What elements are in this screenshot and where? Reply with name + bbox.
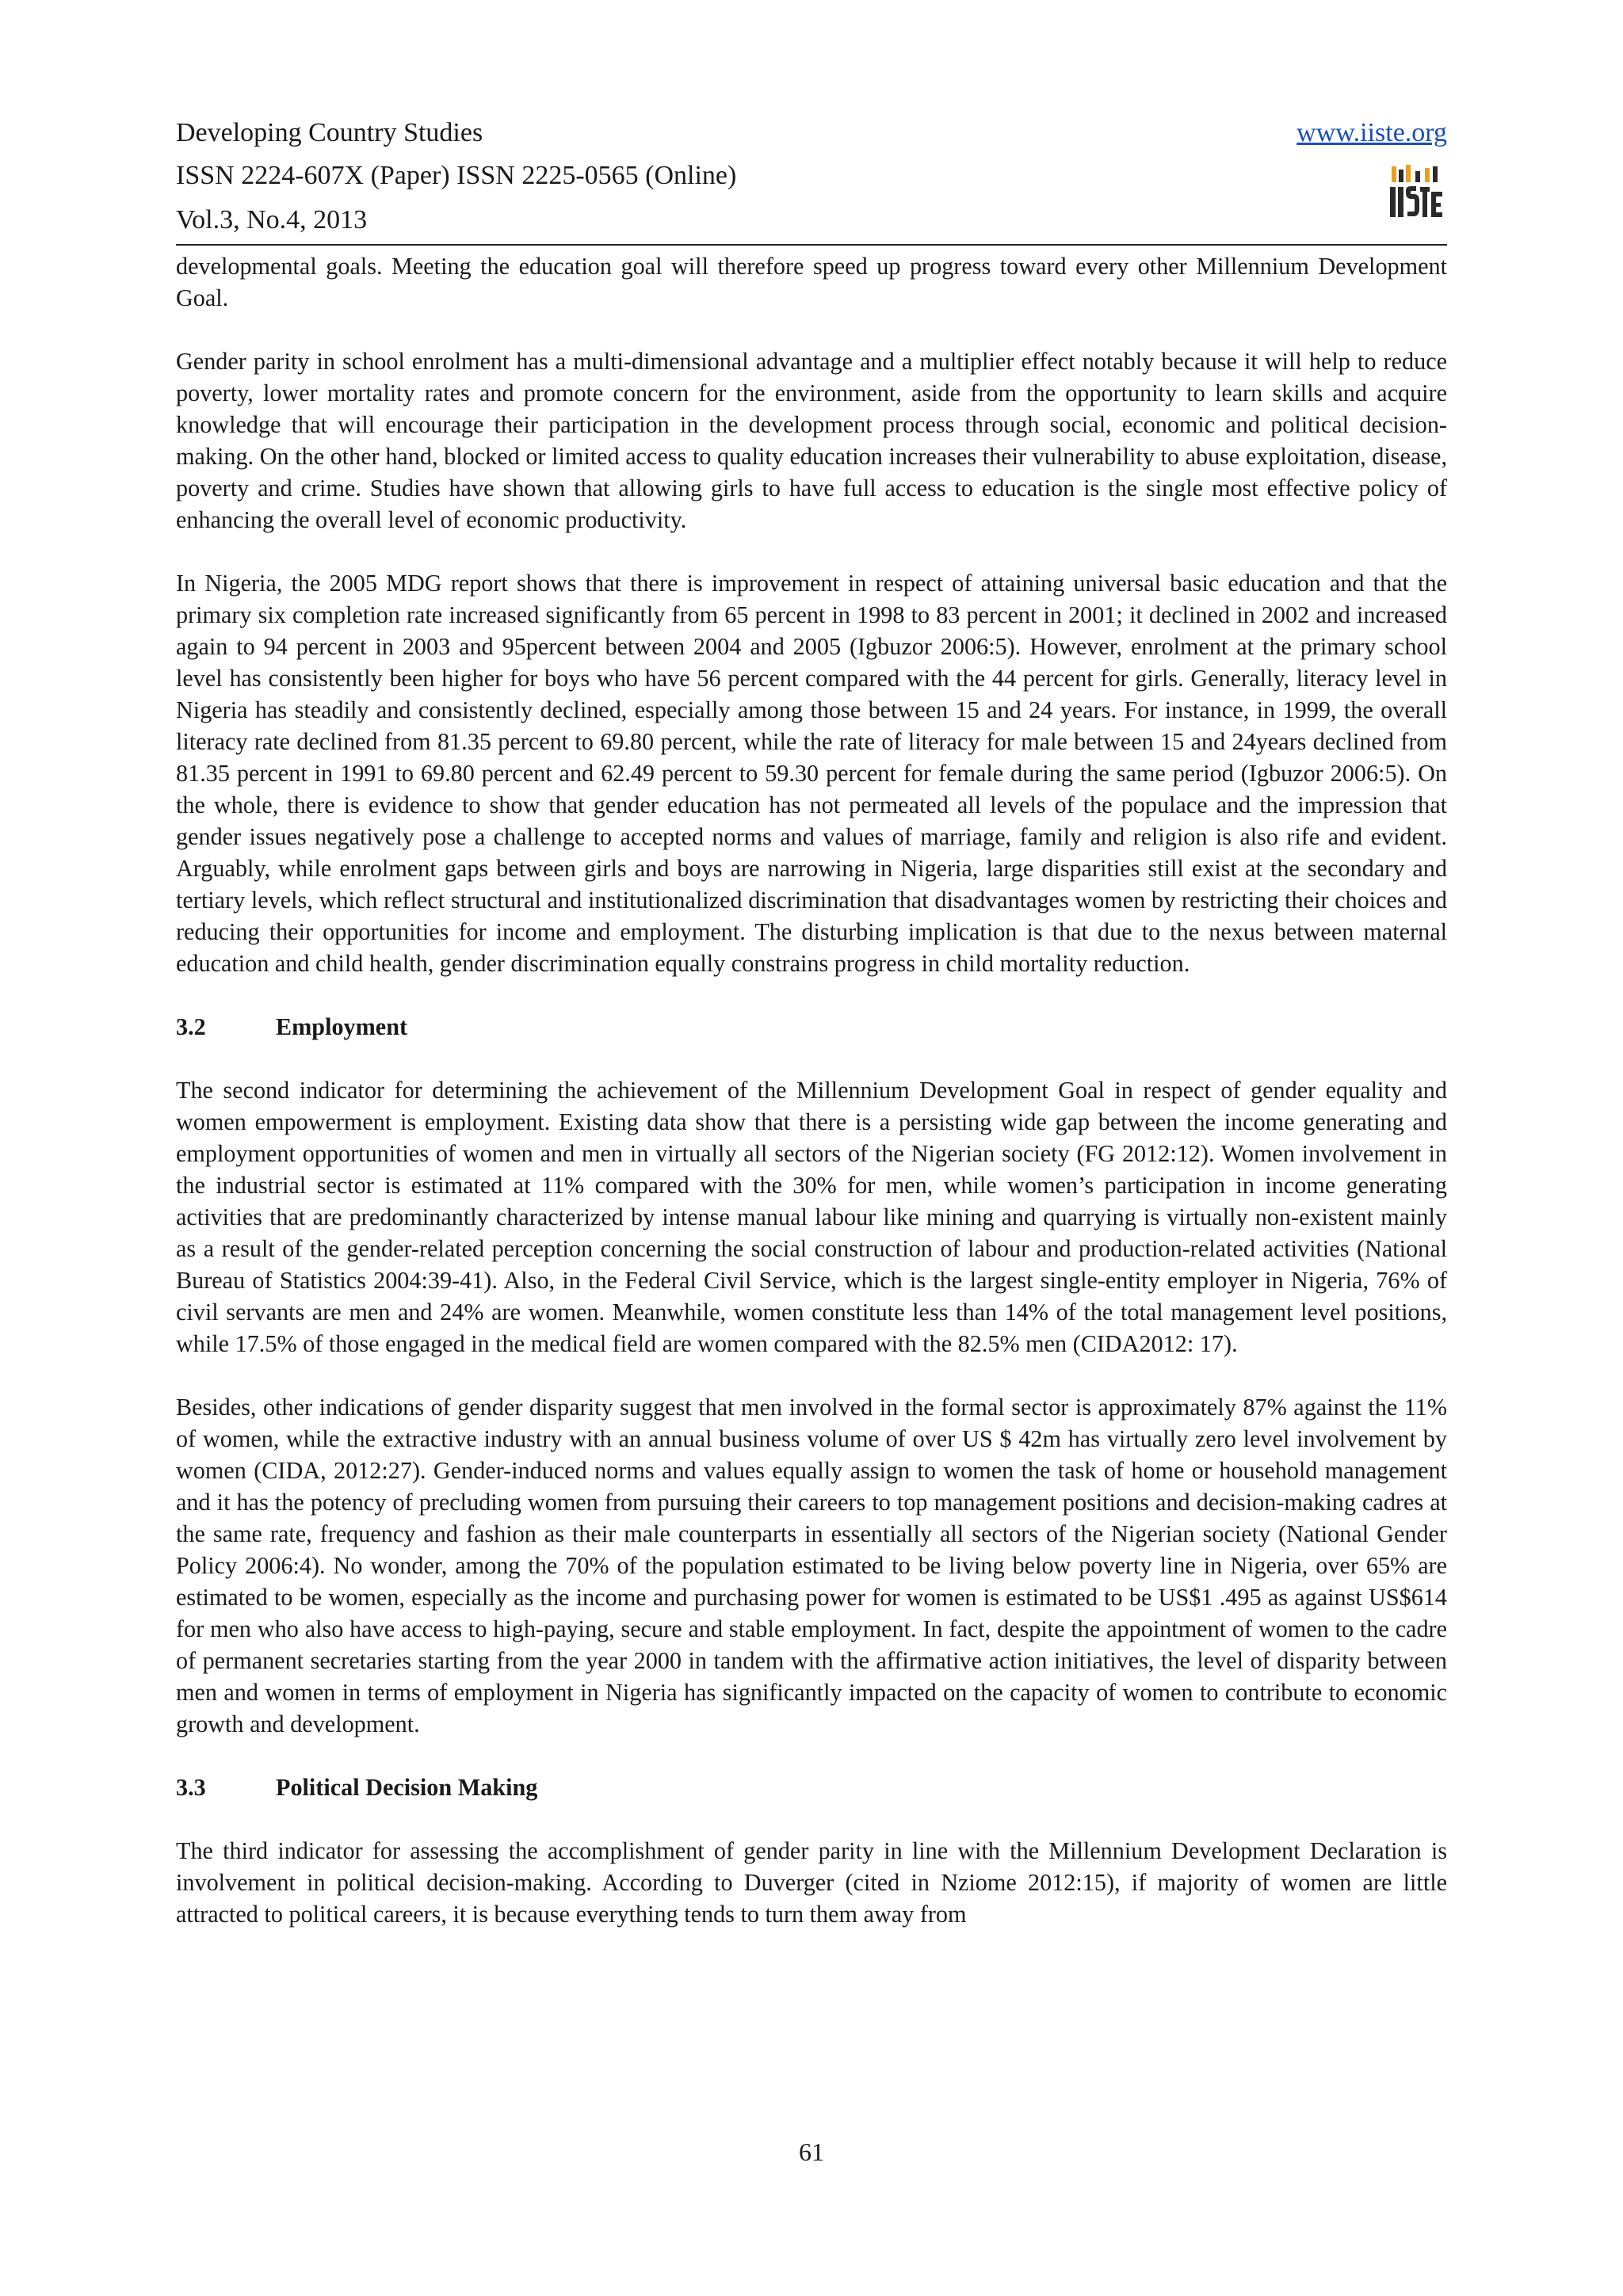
section-heading-political-decision-making — [176, 1772, 1447, 1803]
journal-website-link[interactable]: www.iiste.org — [1296, 118, 1447, 147]
section-number: 3.2 — [176, 1013, 206, 1040]
paragraph-gender-parity: Gender parity in school enrolment has a multi-dimensional advantage and a multiplier effect notably because it will help to reduce poverty, lower mortality rates and promote concern for the environment, aside from the opportunity to learn skills and acquire knowledge that will encourage their participation in the development process through social, economic and political decision-making. On the other hand, blocked or limited access to quality education increases their vulnerability to abuse exploitation, disease, poverty and crime. Studies have shown that allowing girls to have full access to education is the single most effective policy of enhancing the overall level of economic productivity. — [176, 348, 1447, 533]
journal-page — [176, 0, 1447, 2296]
header-rule — [176, 244, 1447, 246]
issn-line: ISSN 2224-607X (Paper) ISSN 2225-0565 (Online) — [176, 161, 737, 190]
paragraph-gender-disparity: Besides, other indications of gender disparity suggest that men involved in the formal sector is approximately 87% against the 11% of women, while the extractive industry with an annual business volume of over US $ 42m has virtually zero level involvement by women (CIDA, 2012:27). Gender-induced norms and values equally assign to women the task of home or household management and it has the potency of precluding women from pursuing their careers to top management positions and decision-making cadres at the same rate, frequency and fashion as their male counterparts in essentially all sectors of the Nigerian society (National Gender Policy 2006:4). No wonder, among the 70% of the population estimated to be living below poverty line in Nigeria, over 65% are estimated to be women, especially as the income and purchasing power for women is estimated to be US$1 .495 as against US$614 for men who also have access to high-paying, secure and stable employment. In fact, despite the appointment of women to the cadre of permanent secretaries starting from the year 2000 in tandem with the affirmative action initiatives, the level of disparity between men and women in terms of employment in Nigeria has significantly impacted on the capacity of women to contribute to economic growth and development. — [176, 1394, 1447, 1737]
paragraph-employment-indicator: The second indicator for determining the achievement of the Millennium Development Goal in respect of gender equality and women empowerment is employment. Existing data show that there is a persisting wide gap between the income generating and employment opportunities of women and men in virtually all sectors of the Nigerian society (FG 2012:12). Women involvement in the industrial sector is estimated at 11% compared with the 30% for men, while women’s participation in income generating activities that are predominantly characterized by intense manual labour like mining and quarrying is virtually non-existent mainly as a result of the gender-related perception concerning the social construction of labour and production-related activities (National Bureau of Statistics 2004:39-41). Also, in the Federal Civil Service, which is the largest single-entity employer in Nigeria, 76% of civil servants are men and 24% are women. Meanwhile, women constitute less than 14% of the total management level positions, while 17.5% of those engaged in the medical field are women compared with the 82.5% men (CIDA2012: 17). — [176, 1077, 1447, 1357]
page-header — [176, 113, 1447, 247]
journal-title: Developing Country Studies — [176, 118, 483, 147]
paragraph-continuation: developmental goals. Meeting the education goal will therefore speed up progress toward every other Millennium Development Goal. — [176, 253, 1447, 311]
section-number: 3.3 — [176, 1774, 206, 1801]
page-number: 61 — [799, 2138, 824, 2166]
section-title: Employment — [276, 1013, 408, 1040]
article-body — [176, 250, 1447, 1962]
section-title: Political Decision Making — [276, 1774, 538, 1801]
section-heading-employment — [176, 1011, 1447, 1043]
volume-line: Vol.3, No.4, 2013 — [176, 205, 368, 235]
paragraph-political-indicator: The third indicator for assessing the accomplishment of gender parity in line with the Millennium Development Declaration is involvement in political decision-making. According to Duverger (cited in Nziome 2012:15), if majority of women are little attracted to political careers, it is because everything tends to turn them away from — [176, 1837, 1447, 1928]
iiste-logo-icon — [1388, 163, 1444, 220]
paragraph-nigeria-education: In Nigeria, the 2005 MDG report shows that there is improvement in respect of attaining universal basic education and that the primary six completion rate increased significantly from 65 percent in 1998 to 83 percent in 2001; it declined in 2002 and increased again to 94 percent in 2003 and 95percent between 2004 and 2005 (Igbuzor 2006:5). However, enrolment at the primary school level has consistently been higher for boys who have 56 percent compared with the 44 percent for girls. Generally, literacy level in Nigeria has steadily and consistently declined, especially among those between 15 and 24 years. For instance, in 1999, the overall literacy rate declined from 81.35 percent to 69.80 percent, while the rate of literacy for male between 15 and 24years declined from 81.35 percent in 1991 to 69.80 percent and 62.49 percent to 59.30 percent for female during the same period (Igbuzor 2006:5). On the whole, there is evidence to show that gender education has not permeated all levels of the populace and the impression that gender issues negatively pose a challenge to accepted norms and values of marriage, family and religion is also rife and evident. Arguably, while enrolment gaps between girls and boys are narrowing in Nigeria, large disparities still exist at the secondary and tertiary levels, which reflect structural and institutionalized discrimination that disadvantages women by restricting their choices and reducing their opportunities for income and employment. The disturbing implication is that due to the nexus between maternal education and child health, gender discrimination equally constrains progress in child mortality reduction. — [176, 570, 1447, 977]
